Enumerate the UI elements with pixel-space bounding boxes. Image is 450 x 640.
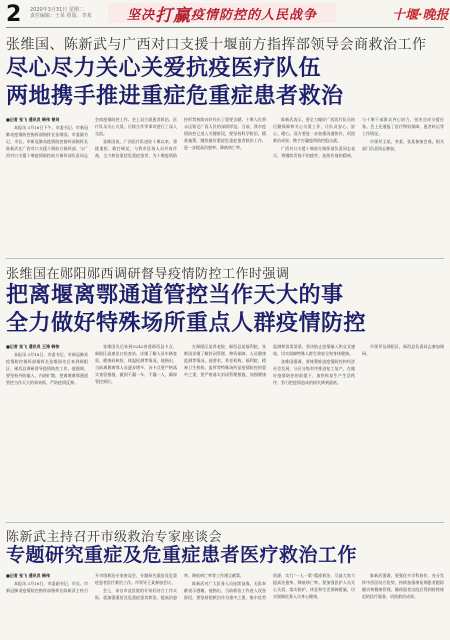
section-banner: [108, 3, 336, 26]
article3-body: [6, 572, 444, 636]
article1-paragraph: 广西对口支援十堰前方指挥部负责同志表示，将继续发扬不怕疲劳、连续作战的精神，与十堰干部群众齐心协力，坚决完成支援任务。会上还通报了医疗物资保障、患者转运等工作情况。: [273, 117, 444, 158]
date-line: 2020年3月31日 星期二: [30, 7, 84, 13]
article3-paragraph: 本报讯 3月18日，市委副书记、市长、市新冠肺炎疫情防控指挥部指挥长陈新武主持召开市级救治专家座谈会，专题研究重症及危重症患者医疗救治工作。市领导王某参加会议。: [6, 573, 177, 593]
article2-headline-1: 把离堰离鄂通道管控当作天大的事: [6, 282, 344, 308]
edition-line: 责任编辑：王某 组版：李某: [30, 13, 92, 19]
article2-body: [6, 343, 444, 519]
article1-paragraph: 陈新武表示，要全力做好广西医疗队员的后勤保障和关心关爱工作，让队员安心、舒心、暖心。双方要进一步加强沟通协作，巩固救治成果，携手打赢疫情防控阻击战。: [273, 117, 355, 143]
article2-paragraph: 张维国先后来到G242省道郧西县卡点、郧阳区高速出口检查站，详细了解人员车辆查验、健康码核验、体温检测等情况。他指出，当前离堰离鄂人员逐步增多，各卡点要严格落实查验措施，做到不漏一车、不漏一人，确保管控到位。: [95, 344, 177, 384]
article3-paragraph: 会上，来自市直医院的专家们结合工作实际，就加强重症及危重症患者救治、提高治愈率、降低病亡率等工作建言献策。: [95, 573, 244, 600]
section-divider: [6, 522, 444, 523]
article2-paragraph: 本报讯 3月18日，市委书记、市新冠肺炎疫情防控指挥部指挥长张维国先后来到郧阳区、郧西县调研督导疫情防控工作。他强调，要坚持外防输入、内防扩散，把离堰离鄂通道管控当作天大的事来抓，严防疫情反弹。: [6, 352, 88, 385]
article1-body: [6, 116, 444, 254]
article2-paragraph: 市领导及郧阳区、郧西县负责同志参加调研。: [362, 344, 444, 356]
banner-emphasis: 打赢: [155, 5, 191, 26]
article1-paragraph: 本报讯 3月18日下午，市委书记、市新冠肺炎疫情防控指挥部指挥长张维国，市委副书记、市长、市新冠肺炎疫情防控指挥部指挥长陈新武在广西对口支援十堰前方指挥部，与广西对口支援十堰疫情防控前方指挥部负责同志会商疫情防控工作。会上双方就患者救治、医疗队员关心关爱、后续合作等事项进行了深入交流。: [6, 117, 177, 158]
page-header: [0, 0, 450, 36]
article1-paragraph: 张维国说，广西医疗队进驻十堰以来，勇挑重担、敢打硬仗，与我市医务人员并肩作战，全力救治重症危重症患者，为十堰疫情防控形势持续向好作出了重要贡献。十堰人民将永远铭记广西人民的深情厚谊。当前，我市疫情防控已进入关键阶段，要坚持科学防治、精准施策，继续做好重症危重症患者救治工作，进一步提高治愈率、降低病亡率。: [95, 117, 266, 158]
banner-part1: 坚决: [126, 7, 155, 23]
article2-paragraph: 在郧阳区某养老院、郧西县某福利院，张维国详细了解封闭管理、物资保障、人员健康监测等情况。他要求，养老机构、福利院、精神卫生机构、监所等特殊场所是疫情防控的重中之重，要严格落实封闭管理措施，加强健康监测和消毒消杀，坚决防止疫情输入和交叉感染，切实保障特殊人群生命安全和身体健康。: [184, 344, 355, 377]
article1-paragraph: 市领导王某、李某、张某参加会商。相关部门负责同志参加。: [362, 139, 444, 151]
article1-byline: ■记者 张飞 通讯员 韩伟 曾剑: [6, 117, 60, 122]
article2-tagline: 张维国在郧阳郧西调研督导疫情防控工作时强调: [6, 267, 290, 282]
article1-headline-2: 两地携手推进重症危重症患者救治: [6, 83, 344, 109]
page-info: [30, 7, 92, 19]
article3-byline: ■记者 张飞 通讯员 韩伟: [6, 573, 50, 578]
article2-headline-2: 全力做好特殊场所重点人群疫情防控: [6, 310, 367, 336]
article3-headline: 专题研究重症及危重症患者医疗救治工作: [6, 544, 358, 566]
header-rule: [6, 27, 444, 28]
article2-byline: ■记者 张飞 通讯员 王涛 韩伟: [6, 344, 60, 349]
article3-paragraph: 陈新武对广大医务人员连续奋战、无私奉献表示感谢。他指出，当前救治工作进入攻坚阶段，要坚持把救治作为重中之重，集中优势资源，实行“一人一策”精准救治，尽最大努力提高治愈率、降低病亡率。要加强医护人员关心关爱，落实防护、休息和生活保障措施，切实保障医务人员身心健康。: [184, 573, 355, 600]
page-number: 2: [6, 2, 22, 27]
article3-tagline: 陈新武主持召开市级救治专家座谈会: [6, 530, 223, 545]
article1-tagline: 张维国、陈新武与广西对口支援十堰前方指挥部领导会商救治工作: [6, 37, 427, 53]
article2-paragraph: 张维国强调，要统筹推进疫情防控和经济社会发展，分区分级有序推进复工复产，在做好疫情防控的前提下，加快恢复生产生活秩序，努力把疫情造成的损失降到最低。: [273, 359, 355, 385]
article3-paragraph: 陈新武强调，要强化多学科协作，充分发挥中西医结合优势，持续加强康复期患者跟踪随访和健康管理，确保患者出院后得到持续规范的医疗服务，巩固救治成果。: [362, 573, 444, 599]
newspaper-logo: 十堰·晚报: [392, 8, 449, 23]
article1-headline-1: 尽心尽力关心关爱抗疫医疗队伍: [6, 55, 322, 81]
section-divider: [6, 258, 444, 259]
banner-part2: 疫情防控的人民战争: [191, 7, 318, 23]
